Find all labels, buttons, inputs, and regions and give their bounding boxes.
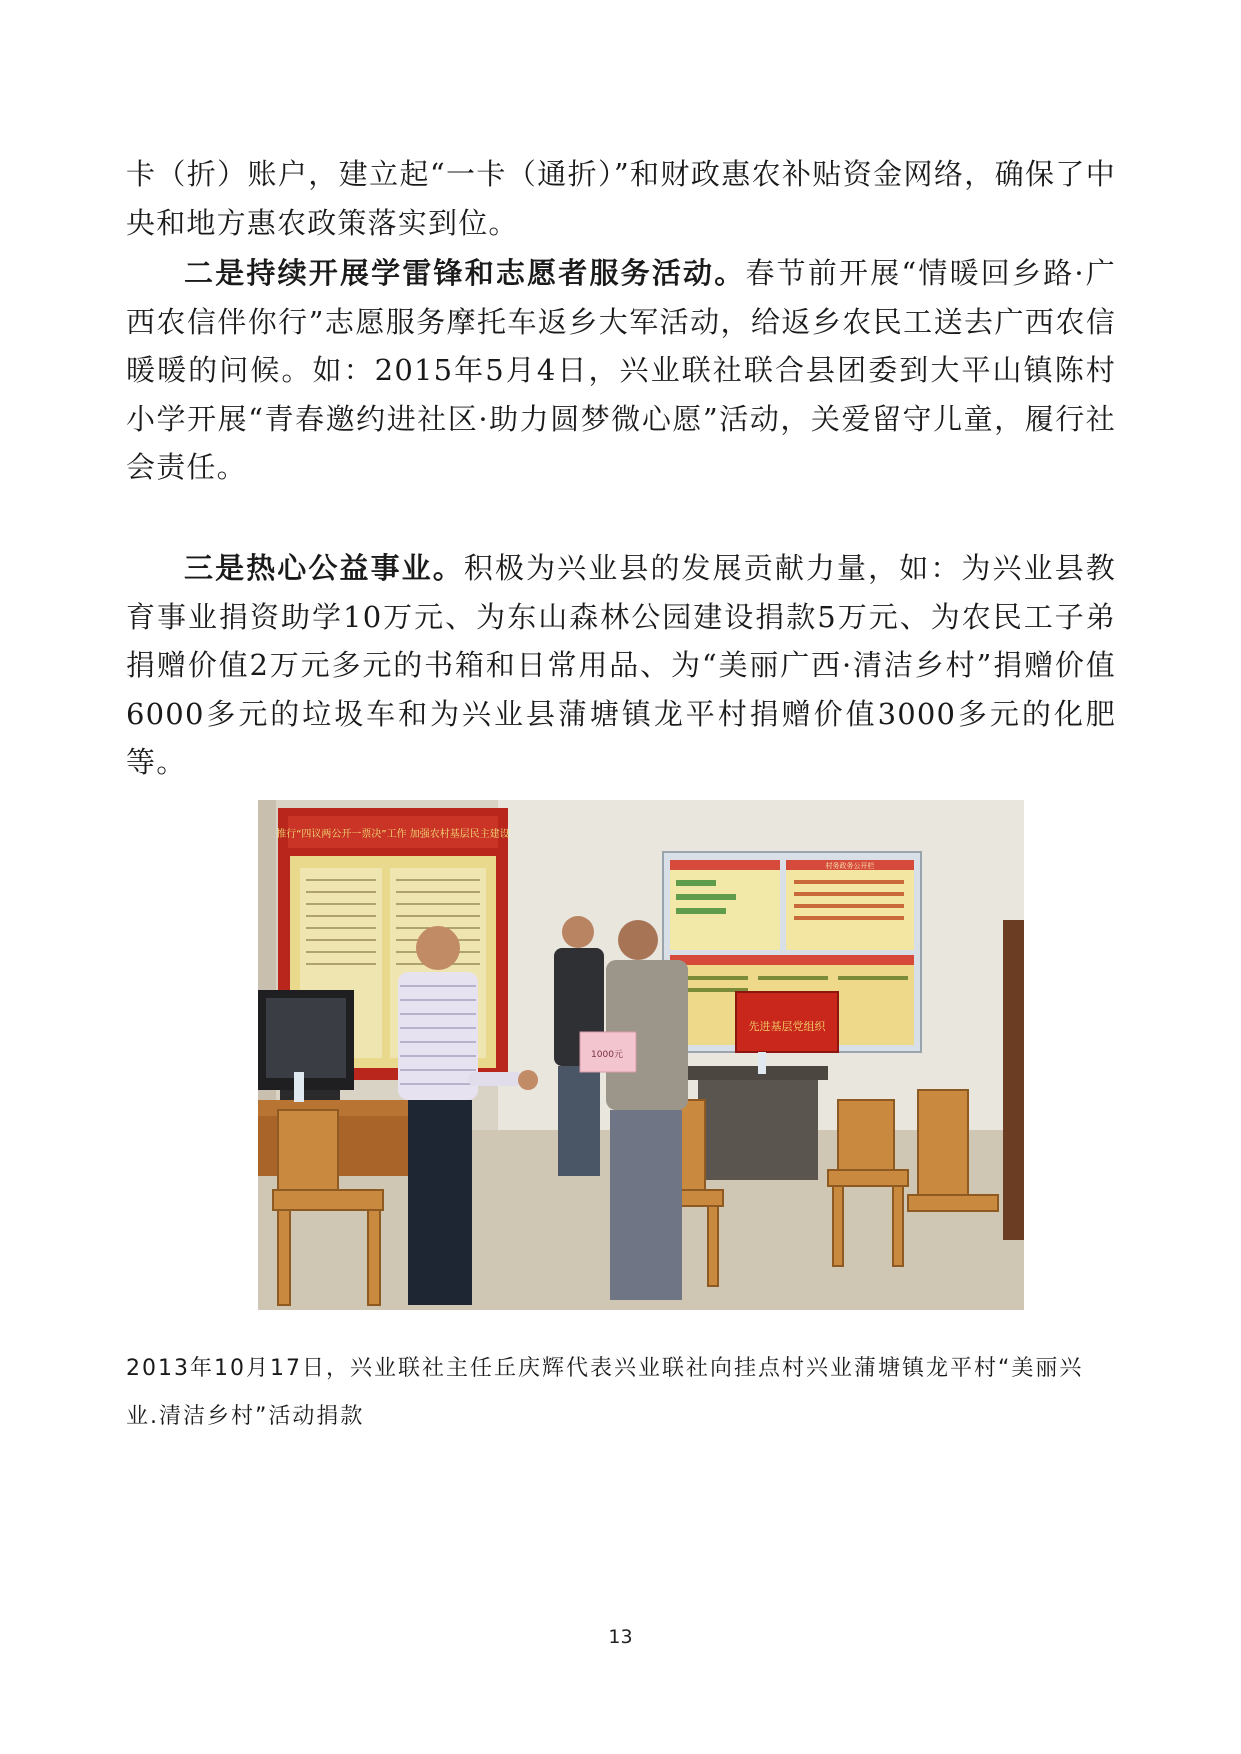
photo-illustration xyxy=(258,800,1024,1310)
paragraph-2-lead: 二是持续开展学雷锋和志愿者服务活动。 xyxy=(184,256,746,290)
paragraph-3-lead: 三是热心公益事业。 xyxy=(184,551,464,585)
poster-left-heading: 推行“四议两公开一票决”工作 加强农村基层民主建设 xyxy=(276,829,510,840)
paragraph-2-text: 春节前开展“情暖回乡路·广西农信伴你行”志愿服务摩托车返乡大军活动，给返乡农民工送去广西农信暖暖的问候。如：2015年5月4日，兴业联社联合县团委到大平山镇陈村小学开展“青春邀约进社区·助力圆梦微心愿”活动，关爱留守儿童，履行社会责任。 xyxy=(126,256,1116,484)
paragraph-3-text: 积极为兴业县的发展贡献力量，如：为兴业县教育事业捐资助学10万元、为东山森林公园建设捐款5万元、为农民工子弟捐赠价值2万元多元的书箱和日常用品、为“美丽广西·清洁乡村”捐赠价值6000多元的垃圾车和为兴业县蒲塘镇龙平村捐赠价值3000多元的化肥等。 xyxy=(126,551,1116,779)
paragraph-1 xyxy=(126,150,1116,247)
paragraph-1-text: 卡（折）账户，建立起“一卡（通折）”和财政惠农补贴资金网络，确保了中央和地方惠农政策落实到位。 xyxy=(126,157,1116,240)
paragraph-3 xyxy=(126,544,1116,787)
paragraph-2 xyxy=(126,249,1116,492)
envelope-text: 1000元 xyxy=(591,1050,623,1060)
page-number: 13 xyxy=(608,1626,633,1648)
event-photo xyxy=(258,800,1024,1310)
plaque-text: 先进基层党组织 xyxy=(748,1020,826,1033)
poster-right-heading: 村务政务公开栏 xyxy=(825,862,875,870)
photo-caption: 2013年10月17日，兴业联社主任丘庆辉代表兴业联社向挂点村兴业蒲塘镇龙平村“美丽兴业.清洁乡村”活动捐款 xyxy=(126,1356,1084,1429)
